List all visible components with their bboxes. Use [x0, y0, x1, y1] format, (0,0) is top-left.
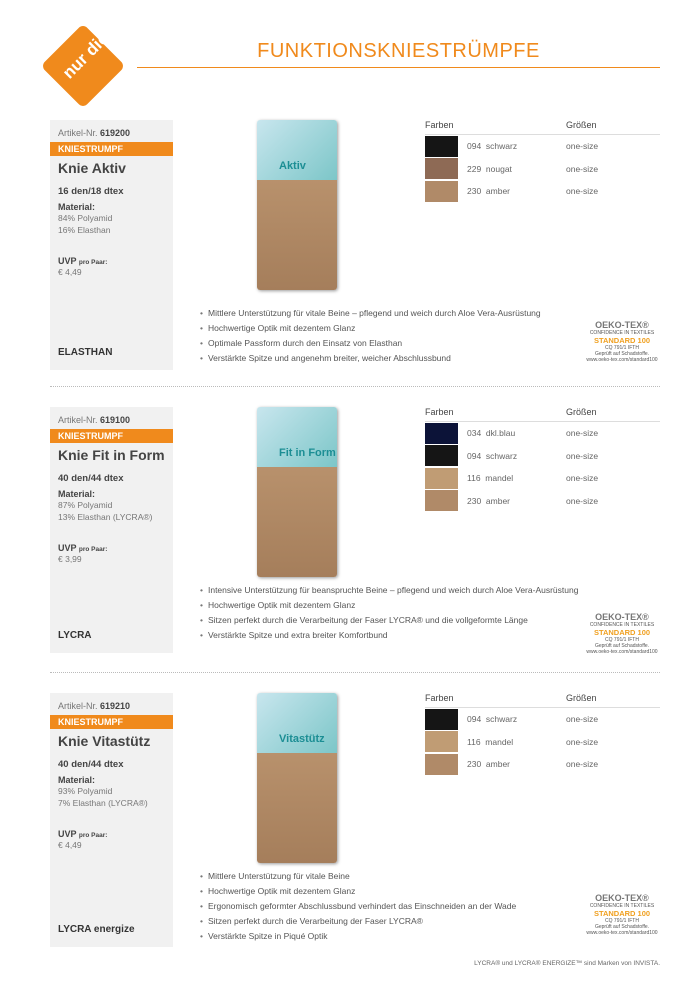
- oeko-tex-seal: [582, 612, 662, 655]
- article-label: Artikel-Nr.: [58, 128, 98, 138]
- oeko-sub: CONFIDENCE IN TEXTILES: [589, 903, 655, 909]
- color-code: 094: [467, 141, 482, 152]
- uvp-label: [50, 236, 173, 266]
- category-badge: KNIESTRUMPF: [50, 715, 173, 729]
- color-name: nougat: [485, 163, 512, 174]
- uvp: UVP: [58, 256, 77, 266]
- oeko-cert: CQ 791/1 IFTH: [605, 345, 639, 351]
- color-label: [467, 759, 566, 769]
- size: one-size: [566, 428, 599, 439]
- pack-name: Aktiv: [279, 160, 306, 172]
- feature-list: [200, 306, 541, 366]
- product-info-box: [50, 693, 173, 947]
- uvp-small: pro Paar:: [78, 259, 108, 266]
- oeko-tex-seal: [582, 893, 662, 936]
- color-swatch: [425, 731, 458, 752]
- oeko-note: Geprüft auf Schadstoffe.: [594, 351, 650, 357]
- color-code: 230: [467, 495, 482, 506]
- size: one-size: [566, 473, 599, 484]
- color-row: [425, 731, 660, 754]
- feature-bullet: • Sitzen perfekt durch die Verarbeitung der Faser LYCRA® und die vollgeformte Länge: [200, 613, 578, 628]
- size: one-size: [566, 495, 599, 506]
- color-label: [467, 496, 566, 506]
- color-label: [467, 164, 566, 174]
- color-swatch: [425, 754, 458, 775]
- oeko-standard: STANDARD 100: [593, 336, 651, 345]
- oeko-title: OEKO-TEX®: [595, 893, 649, 903]
- feature-bullet: • Hochwertige Optik mit dezentem Glanz: [200, 884, 516, 899]
- product-name: Knie Fit in Form: [58, 447, 165, 463]
- material-value: 84% Polyamid: [58, 213, 113, 223]
- feature-bullet: • Mittlere Unterstützung für vitale Beine: [200, 869, 516, 884]
- feature-bullet: • Verstärkte Spitze und angenehm breiter, weicher Abschlussbund: [200, 351, 541, 366]
- feature-bullet: • Hochwertige Optik mit dezentem Glanz: [200, 321, 541, 336]
- oeko-sub: CONFIDENCE IN TEXTILES: [589, 622, 655, 628]
- uvp-small: pro Paar:: [78, 832, 108, 839]
- price: € 4,49: [58, 840, 82, 850]
- feature-bullet: • Sitzen perfekt durch die Verarbeitung der Faser LYCRA®: [200, 914, 516, 929]
- denier: 40 den/44 dtex: [58, 759, 124, 770]
- color-swatch: [425, 181, 458, 202]
- sizes-header: Größen: [566, 693, 597, 703]
- article-no: 619100: [100, 415, 131, 425]
- color-code: 229: [467, 163, 482, 174]
- color-row: [425, 445, 660, 468]
- color-swatch: [425, 136, 458, 157]
- color-swatch: [425, 490, 458, 511]
- oeko-url: www.oeko-tex.com/standard100: [586, 357, 658, 363]
- colors-table: [425, 693, 660, 776]
- title-divider: [137, 67, 660, 68]
- color-row: [425, 467, 660, 490]
- color-name: schwarz: [485, 141, 518, 152]
- logo-text: nur die: [58, 28, 113, 83]
- color-code: 094: [467, 714, 482, 725]
- category-badge: KNIESTRUMPF: [50, 142, 173, 156]
- size: one-size: [566, 450, 599, 461]
- color-row: [425, 708, 660, 731]
- color-code: 116: [467, 473, 481, 484]
- denier: 40 den/44 dtex: [58, 473, 124, 484]
- oeko-tex-seal: [582, 320, 662, 363]
- article-no: 619200: [100, 128, 131, 138]
- color-label: [467, 141, 566, 151]
- color-name: amber: [485, 495, 511, 506]
- color-swatch: [425, 423, 458, 444]
- color-swatch: [425, 445, 458, 466]
- color-name: amber: [485, 759, 511, 770]
- product-image: [257, 120, 337, 290]
- material-value: 7% Elasthan (LYCRA®): [58, 798, 148, 808]
- oeko-standard: STANDARD 100: [593, 628, 651, 637]
- feature-list: [200, 869, 516, 944]
- oeko-title: OEKO-TEX®: [595, 320, 649, 330]
- uvp: UVP: [58, 543, 77, 553]
- color-name: dkl.blau: [485, 428, 516, 439]
- colors-table: [425, 120, 660, 203]
- brand-logo: LYCRA: [58, 630, 92, 641]
- product-info-box: [50, 407, 173, 653]
- color-code: 094: [467, 450, 482, 461]
- feature-bullet: • Ergonomisch geformter Abschlussbund verhindert das Einschneiden an der Wade: [200, 899, 516, 914]
- product-image: [257, 693, 337, 863]
- feature-bullet: • Verstärkte Spitze in Piqué Optik: [200, 929, 516, 944]
- denier: 16 den/18 dtex: [58, 186, 124, 197]
- size: one-size: [566, 759, 599, 770]
- article-number: [50, 701, 173, 711]
- uvp-small: pro Paar:: [78, 546, 108, 553]
- color-label: [467, 428, 566, 438]
- article-no: 619210: [100, 701, 131, 711]
- color-name: schwarz: [485, 450, 518, 461]
- feature-bullet: • Verstärkte Spitze und extra breiter Komfortbund: [200, 628, 578, 643]
- feature-bullet: • Mittlere Unterstützung für vitale Beine – pflegend und weich durch Aloe Vera-Ausrüstung: [200, 306, 541, 321]
- section-divider: [50, 672, 660, 673]
- product-section: [0, 120, 700, 390]
- color-label: [467, 186, 566, 196]
- oeko-url: www.oeko-tex.com/standard100: [586, 649, 658, 655]
- color-code: 230: [467, 759, 482, 770]
- material-label: Material:: [58, 775, 96, 785]
- oeko-cert: CQ 791/1 IFTH: [605, 637, 639, 643]
- oeko-note: Geprüft auf Schadstoffe.: [594, 924, 650, 930]
- oeko-url: www.oeko-tex.com/standard100: [586, 930, 658, 936]
- color-label: [467, 473, 566, 483]
- color-label: [467, 737, 566, 747]
- colors-header: Farben: [425, 407, 454, 417]
- product-name: Knie Aktiv: [58, 160, 126, 176]
- material-label: Material:: [58, 202, 96, 212]
- material-value: 16% Elasthan: [58, 225, 111, 235]
- article-label: Artikel-Nr.: [58, 415, 98, 425]
- article-label: Artikel-Nr.: [58, 701, 98, 711]
- oeko-sub: CONFIDENCE IN TEXTILES: [589, 330, 655, 336]
- size: one-size: [566, 736, 599, 747]
- article-number: [50, 128, 173, 138]
- color-row: [425, 490, 660, 513]
- product-name: Knie Vitastütz: [58, 733, 151, 749]
- feature-bullet: • Optimale Passform durch den Einsatz von Elasthan: [200, 336, 541, 351]
- size: one-size: [566, 186, 599, 197]
- color-code: 116: [467, 736, 481, 747]
- product-section: [0, 693, 700, 963]
- color-row: [425, 422, 660, 445]
- colors-header: Farben: [425, 693, 454, 703]
- material-label: Material:: [58, 489, 96, 499]
- section-divider: [50, 386, 660, 387]
- page-title: FUNKTIONSKNIESTRÜMPFE: [257, 40, 540, 62]
- article-number: [50, 415, 173, 425]
- color-name: mandel: [485, 473, 514, 484]
- colors-table: [425, 407, 660, 512]
- color-row: [425, 180, 660, 203]
- color-label: [467, 451, 566, 461]
- color-row: [425, 753, 660, 776]
- color-row: [425, 135, 660, 158]
- color-row: [425, 158, 660, 181]
- product-section: [0, 407, 700, 677]
- pack-name: Fit in Form: [279, 447, 336, 459]
- feature-list: [200, 583, 578, 643]
- size: one-size: [566, 714, 599, 725]
- color-name: schwarz: [485, 714, 518, 725]
- color-swatch: [425, 468, 458, 489]
- material-value: 13% Elasthan (LYCRA®): [58, 512, 153, 522]
- brand-logo: LYCRA energize: [58, 924, 135, 935]
- footer-note: LYCRA® und LYCRA® ENERGIZE™ sind Marken von INVISTA.: [474, 960, 660, 967]
- feature-bullet: • Intensive Unterstützung für beanspruchte Beine – pflegend und weich durch Aloe Vera-Ausrüstung: [200, 583, 578, 598]
- material-value: 87% Polyamid: [58, 500, 113, 510]
- material-value: 93% Polyamid: [58, 786, 113, 796]
- brand-logo: ELASTHAN: [58, 347, 113, 358]
- size: one-size: [566, 163, 599, 174]
- color-code: 230: [467, 186, 482, 197]
- sizes-header: Größen: [566, 407, 597, 417]
- sizes-header: Größen: [566, 120, 597, 130]
- colors-header: Farben: [425, 120, 454, 130]
- color-name: mandel: [485, 736, 514, 747]
- color-label: [467, 714, 566, 724]
- uvp-label: [50, 809, 173, 839]
- uvp: UVP: [58, 829, 77, 839]
- oeko-title: OEKO-TEX®: [595, 612, 649, 622]
- uvp-label: [50, 523, 173, 553]
- oeko-cert: CQ 791/1 IFTH: [605, 918, 639, 924]
- category-badge: KNIESTRUMPF: [50, 429, 173, 443]
- color-swatch: [425, 158, 458, 179]
- product-image: [257, 407, 337, 577]
- feature-bullet: • Hochwertige Optik mit dezentem Glanz: [200, 598, 578, 613]
- pack-name: Vitastütz: [279, 733, 325, 745]
- color-name: amber: [485, 186, 511, 197]
- color-swatch: [425, 709, 458, 730]
- product-info-box: [50, 120, 173, 370]
- color-code: 034: [467, 428, 482, 439]
- price: € 3,99: [58, 554, 82, 564]
- oeko-note: Geprüft auf Schadstoffe.: [594, 643, 650, 649]
- size: one-size: [566, 141, 599, 152]
- price: € 4,49: [58, 267, 82, 277]
- oeko-standard: STANDARD 100: [593, 909, 651, 918]
